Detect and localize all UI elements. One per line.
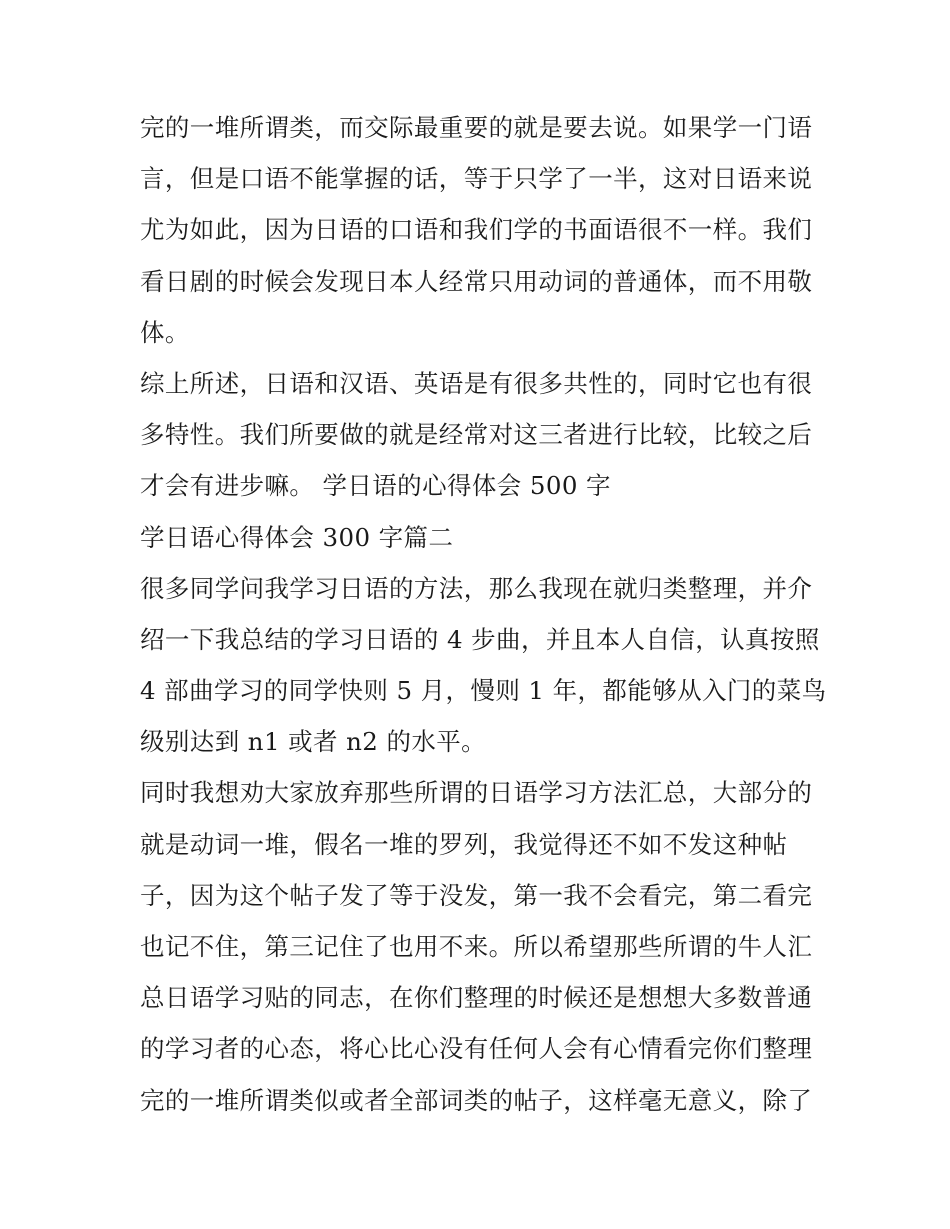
text-line: 也记不住，第三记住了也用不来。所以希望那些所谓的牛人汇 xyxy=(140,932,813,961)
document-body xyxy=(140,102,827,1126)
text-line: 综上所述，日语和汉语、英语是有很多共性的，同时它也有很 xyxy=(140,368,813,398)
text-line: 尤为如此，因为日语的口语和我们学的书面语很不一样。我们 xyxy=(140,215,813,245)
text-line: 体。 xyxy=(140,317,190,347)
text-line: 就是动词一堆，假名一堆的罗列，我觉得还不如不发这种帖 xyxy=(140,829,788,859)
text-line: 完的一堆所谓类似或者全部词类的帖子，这样毫无意义，除了 xyxy=(140,1085,813,1115)
text-line: 级别达到 n1 或者 n2 的水平。 xyxy=(140,727,487,757)
text-line: 绍一下我总结的学习日语的 4 步曲，并且本人自信，认真按照 xyxy=(140,624,820,654)
section-heading: 学日语心得体会 300 字篇二 xyxy=(140,522,454,552)
text-line: 言，但是口语不能掌握的话，等于只学了一半，这对日语来说 xyxy=(140,164,813,194)
text-line: 4 部曲学习的同学快则 5 月，慢则 1 年，都能够从入门的菜鸟 xyxy=(140,676,827,706)
text-line: 同时我想劝大家放弃那些所谓的日语学习方法汇总，大部分的 xyxy=(140,778,813,808)
text-line: 的学习者的心态，将心比心没有任何人会有心情看完你们整理 xyxy=(140,1034,813,1064)
text-line: 子，因为这个帖子发了等于没发，第一我不会看完，第二看完 xyxy=(140,880,813,910)
text-line: 很多同学问我学习日语的方法，那么我现在就归类整理，并介 xyxy=(140,573,813,603)
text-line: 多特性。我们所要做的就是经常对这三者进行比较，比较之后 xyxy=(140,420,813,450)
text-line: 才会有进步嘛。 学日语的心得体会 500 字 xyxy=(140,471,611,501)
text-line: 完的一堆所谓类，而交际最重要的就是要去说。如果学一门语 xyxy=(140,113,813,142)
text-line: 总日语学习贴的同志，在你们整理的时候还是想想大多数普通 xyxy=(140,983,813,1013)
text-line: 看日剧的时候会发现日本人经常只用动词的普通体，而不用敬 xyxy=(140,266,813,296)
